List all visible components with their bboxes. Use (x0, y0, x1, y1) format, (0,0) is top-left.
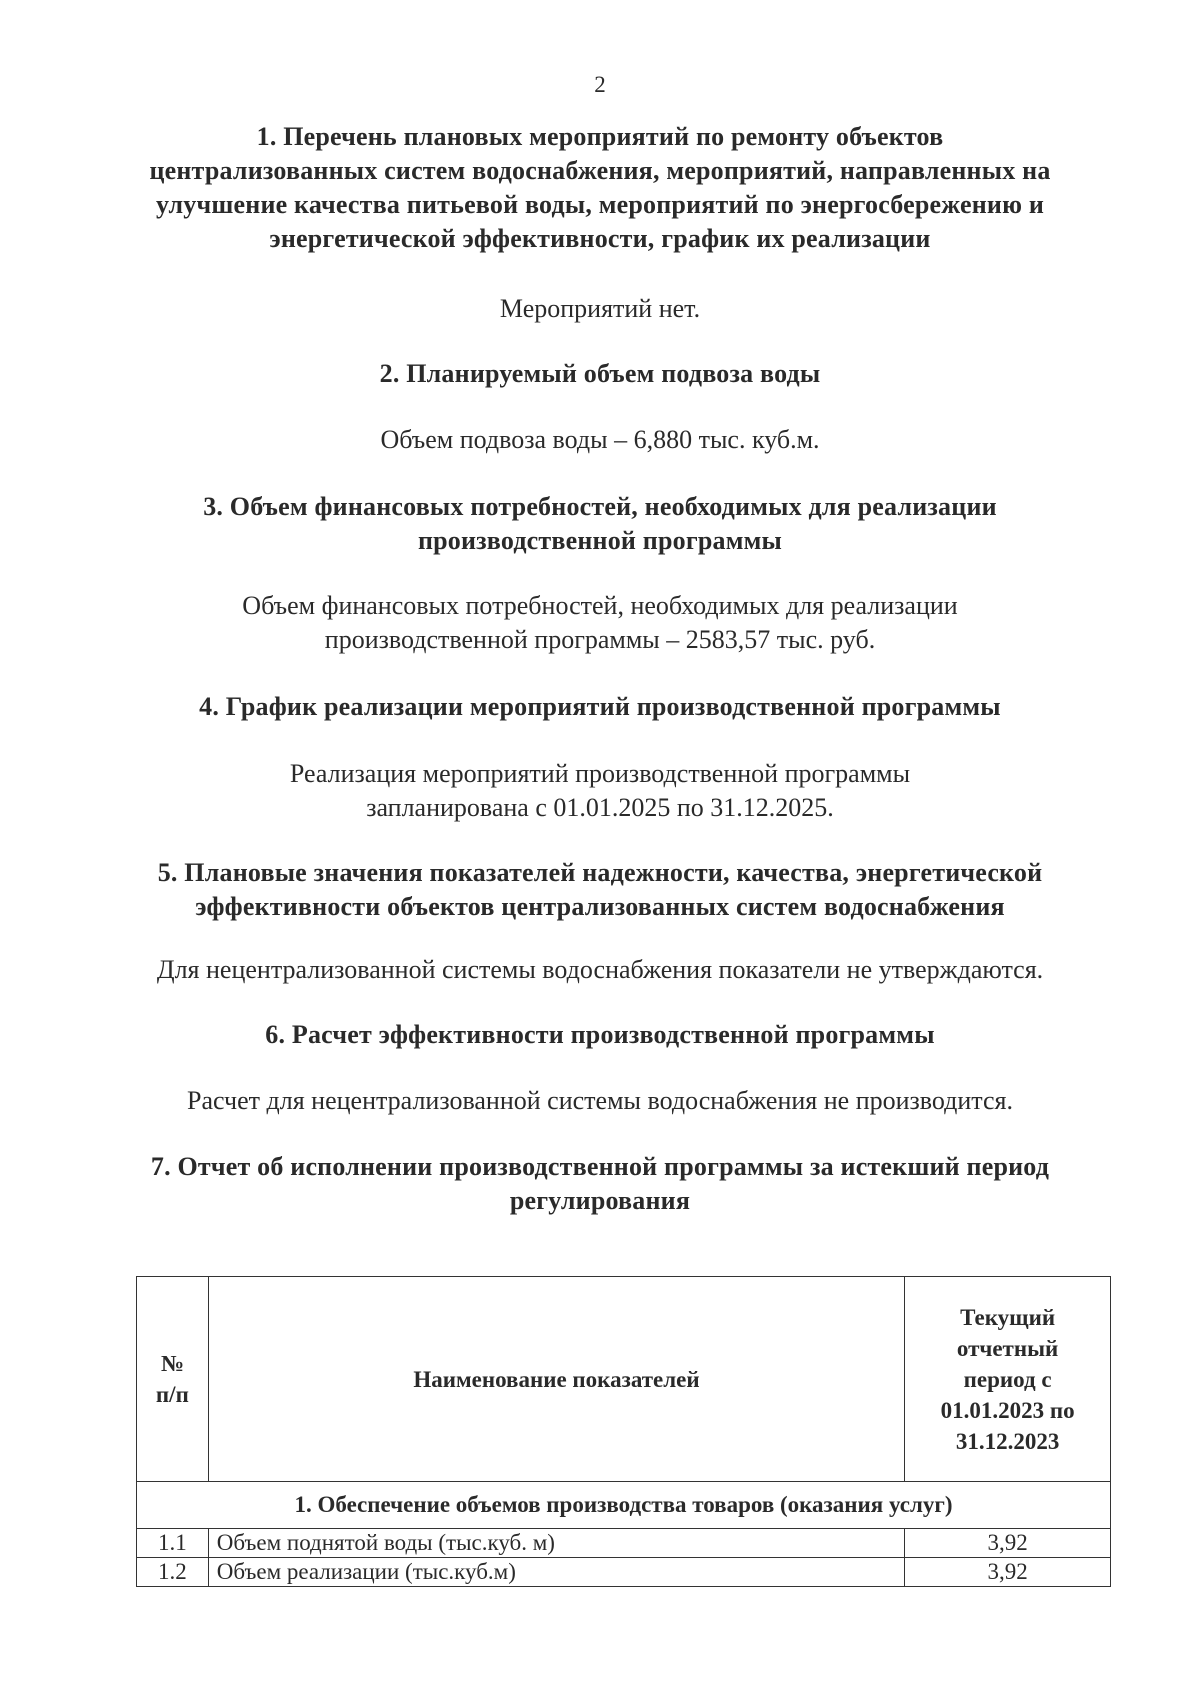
table-section-title: 1. Обеспечение объемов производства товаров (оказания услуг) (137, 1482, 1111, 1529)
section-5-text: Для нецентрализованной системы водоснабжения показатели не утверждаются. (156, 955, 1044, 984)
row-number: 1.1 (137, 1529, 209, 1558)
table-row (137, 1558, 1111, 1587)
header-line: 01.01.2023 по (940, 1397, 1075, 1423)
header-current-period (905, 1277, 1111, 1482)
section-5-heading (0, 856, 1200, 924)
table-section-row (137, 1482, 1111, 1529)
header-indicator-name: Наименование показателей (208, 1277, 904, 1482)
page-number: 2 (594, 72, 606, 97)
heading-line: производственной программы (417, 526, 783, 555)
text-line: Реализация мероприятий производственной программы (289, 759, 911, 788)
row-value: 3,92 (905, 1558, 1111, 1587)
heading-line: централизованных систем водоснабжения, мероприятий, направленных на (149, 156, 1051, 185)
row-number: 1.2 (137, 1558, 209, 1587)
heading-line: улучшение качества питьевой воды, мероприятий по энергосбережению и (155, 190, 1045, 219)
row-name: Объем поднятой воды (тыс.куб. м) (208, 1529, 904, 1558)
header-line: № (160, 1351, 184, 1376)
heading-line: 5. Плановые значения показателей надежности, качества, энергетической (157, 858, 1043, 887)
section-4-heading: 4. График реализации мероприятий производственной программы (199, 692, 1001, 721)
header-line: период с (963, 1366, 1052, 1392)
section-2-text: Объем подвоза воды – 6,880 тыс. куб.м. (380, 425, 820, 454)
section-7-heading (0, 1150, 1200, 1218)
section-3-text (0, 589, 1200, 657)
report-table (136, 1276, 1111, 1587)
row-name: Объем реализации (тыс.куб.м) (208, 1558, 904, 1587)
row-value: 3,92 (905, 1529, 1111, 1558)
heading-line: регулирования (509, 1186, 691, 1215)
section-1-heading (0, 120, 1200, 256)
header-line: 31.12.2023 (955, 1428, 1060, 1454)
heading-line: энергетической эффективности, график их реализации (269, 224, 931, 253)
text-line: производственной программы – 2583,57 тыс. руб. (324, 625, 876, 654)
text-line: запланирована с 01.01.2025 по 31.12.2025. (366, 793, 834, 822)
text-line: Объем финансовых потребностей, необходимых для реализации (242, 591, 958, 620)
heading-line: эффективности объектов централизованных систем водоснабжения (195, 892, 1005, 921)
section-1-text: Мероприятий нет. (499, 294, 701, 323)
section-6-text: Расчет для нецентрализованной системы водоснабжения не производится. (187, 1086, 1013, 1115)
header-line: отчетный (956, 1335, 1059, 1361)
header-line: п/п (155, 1382, 189, 1407)
heading-line: 7. Отчет об исполнении производственной программы за истекший период (150, 1152, 1050, 1181)
heading-line: 3. Объем финансовых потребностей, необходимых для реализации (203, 492, 997, 521)
header-line: Текущий (960, 1304, 1056, 1330)
section-2-heading: 2. Планируемый объем подвоза воды (379, 359, 821, 388)
heading-line: 1. Перечень плановых мероприятий по ремонту объектов (256, 122, 944, 151)
table-row (137, 1529, 1111, 1558)
table-header-row (137, 1277, 1111, 1482)
section-3-heading (0, 490, 1200, 558)
section-4-text (0, 757, 1200, 825)
section-6-heading: 6. Расчет эффективности производственной программы (265, 1020, 935, 1049)
header-number (137, 1277, 209, 1482)
